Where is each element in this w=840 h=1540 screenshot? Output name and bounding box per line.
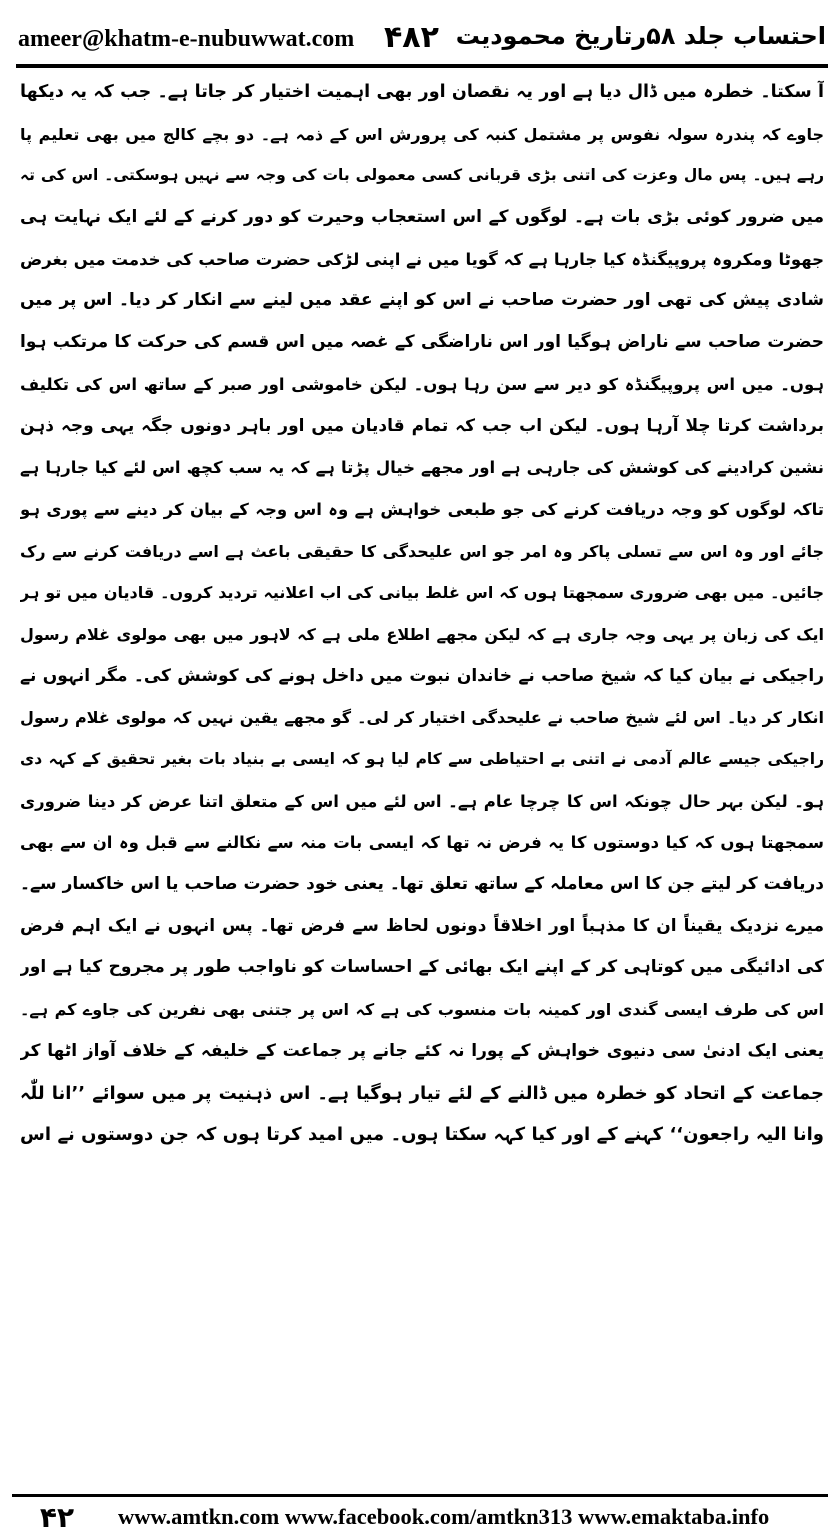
- text-line: راجیکی جیسے عالم آدمی نے اتنی بے احتیاطی سے کام لیا ہو کہ ایسی بے بنیاد بات بغیر تحقیق کے کہہ دی: [20, 750, 824, 768]
- text-line: وانا الیہ راجعون‘‘ کہنے کے اور کیا کہہ سکتا ہوں۔ میں امید کرتا ہوں کہ جن دوستوں نے اس: [20, 1124, 824, 1146]
- text-line: رہے ہیں۔ پس مال وعزت کی اتنی بڑی قربانی کسی معمولی بات کی وجہ سے نہیں ہوسکتی۔ اس کی تہ: [20, 166, 824, 185]
- text-line: تاکہ لوگوں کو وجہ دریافت کرنے کی جو طبعی خواہش ہے وہ اس وجہ کے بیان کر دینے سے پوری ہو: [20, 499, 824, 519]
- book-title: احتساب جلد ۵۸رتاریخ محمودیت: [455, 22, 826, 50]
- text-line: حضرت صاحب سے ناراض ہوگیا اور اس ناراضگی کے غصہ میں اس قسم کی حرکت کا مرتکب ہوا: [20, 332, 824, 353]
- footer-divider: [12, 1494, 828, 1497]
- text-line: ہوں۔ میں اس پروپیگنڈہ کو دیر سے سن رہا ہوں۔ لیکن خاموشی اور صبر کے ساتھ اس کی تکلیف: [20, 374, 824, 394]
- text-line: میں ضرور کوئی بڑی بات ہے۔ لوگوں کے اس استعجاب وحیرت کو دور کرنے کے لئے ایک نہایت ہی: [20, 207, 824, 228]
- footer-section-number: ۴۲: [39, 1500, 75, 1534]
- text-line: راجیکی نے بیان کیا کہ شیخ صاحب نے خاندان نبوت میں داخل ہونے کی کوشش کی۔ مگر انہوں نے: [20, 665, 824, 686]
- page-header: [18, 12, 826, 62]
- text-line: برداشت کرتا چلا آرہا ہوں۔ لیکن اب جب کہ تمام قادیان میں اور باہر دونوں جگہ یہی وجہ ذہن: [20, 415, 824, 436]
- text-line: آ سکتا۔ خطرہ میں ڈال دیا ہے اور یہ نقصان اور بھی اہمیت اختیار کر جاتا ہے۔ جب کہ یہ دیکھا: [20, 82, 824, 102]
- text-line: کی ادائیگی میں کوتاہی کر کے اپنے ایک بھائی کے احساسات کو ناواجب طور پر مجروح کیا ہے اور: [20, 957, 824, 978]
- text-line: یعنی ایک ادنیٰ سی دنیوی خواہش کے پورا نہ کئے جانے پر جماعت کے خلیفہ کے خلاف آواز اٹھا کر: [20, 1040, 824, 1061]
- header-divider: [16, 64, 828, 68]
- text-line: دریافت کر لیتے جن کا اس معاملہ کے ساتھ تعلق تھا۔ یعنی خود حضرت صاحب یا اس خاکسار سے۔: [20, 874, 824, 895]
- text-line: جائے اور وہ اس سے تسلی پاکر وہ امر جو اس علیحدگی کا حقیقی باعث ہے اسے دریافت کرنے سے رک: [20, 541, 824, 561]
- text-line: میرے نزدیک یقیناً ان کا مذہباً اور اخلاقاً دونوں لحاظ سے فرض تھا۔ پس انہوں نے ایک اہم فرض: [20, 915, 824, 936]
- text-line: جائیں۔ میں بھی ضروری سمجھتا ہوں کہ اس غلط بیانی کی اب اعلانیہ تردید کروں۔ قادیان میں تو ہر: [20, 583, 824, 603]
- header-email: ameer@khatm-e-nubuwwat.com: [18, 26, 355, 52]
- text-line: جھوٹا ومکروہ پروپیگنڈہ کیا جارہا ہے کہ گویا میں نے اپنی لڑکی حضرت صاحب کی خدمت میں بغرض: [20, 249, 824, 269]
- text-line: جاوے کہ پندرہ سولہ نفوس پر مشتمل کنبہ کی پرورش اس کے ذمہ ہے۔ دو بچے کالج میں بھی تعلیم پا: [20, 124, 824, 144]
- text-line: اس کی طرف ایسی گندی اور کمینہ بات منسوب کی ہے کہ اس پر جتنی بھی نفرین کی جاوے کم ہے۔: [20, 1000, 824, 1020]
- text-line: ایک کی زبان پر یہی وجہ جاری ہے کہ لیکن مجھے اطلاع ملی ہے کہ لاہور میں بھی مولوی غلام رسول: [20, 624, 824, 644]
- text-line: شادی پیش کی تھی اور حضرت صاحب نے اس کو اپنے عقد میں لینے سے انکار کر دیا۔ اس پر میں: [20, 290, 824, 311]
- text-line: نشین کرادینے کی کوشش کی جارہی ہے اور مجھے خیال پڑتا ہے کہ یہ سب کچھ اس لئے کیا جارہا ہے: [20, 458, 824, 478]
- text-line: ہو۔ لیکن بہر حال چونکہ اس کا چرچا عام ہے۔ اس لئے میں اس کے متعلق اتنا عرض کر دینا ضروری: [20, 791, 824, 811]
- footer-links[interactable]: www.amtkn.com www.facebook.com/amtkn313 www.emaktaba.info: [118, 1504, 770, 1529]
- text-line: سمجھتا ہوں کہ کیا دوستوں کا یہ فرض نہ تھا کہ ایسی بات منہ سے نکالنے سے قبل وہ ان سے بھی: [20, 833, 824, 853]
- body-text: [20, 72, 824, 1492]
- text-line: جماعت کے اتحاد کو خطرہ میں ڈالنے کے لئے تیار ہوگیا ہے۔ اس ذہنیت پر میں سوائے ’’انا للّٰہ: [20, 1082, 824, 1104]
- page-number: ۴۸۲: [384, 20, 439, 55]
- text-line: انکار کر دیا۔ اس لئے شیخ صاحب نے علیحدگی اختیار کر لی۔ گو مجھے یقین نہیں کہ مولوی غلام رسول: [20, 708, 824, 728]
